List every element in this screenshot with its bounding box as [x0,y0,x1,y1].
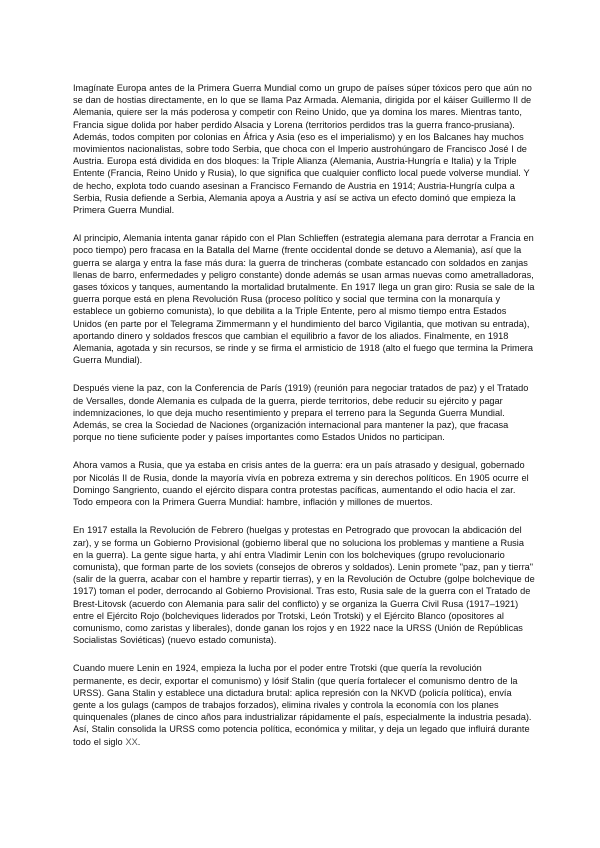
final-period: . [137,736,141,747]
paragraph-stalin [73,662,535,747]
document-body [73,82,535,764]
paragraph-paz-armada: Imagínate Europa antes de la Primera Guerra Mundial como un grupo de países súper tóxicos pero que aún no se dan de hostias directamente, en lo que se llama Paz Armada. Alemania, dirigida por el káiser Guillermo II de Alemania, quiere ser la más poderosa y competir con Reino Unido, que ya domina los mares. Mientras tanto, Francia sigue dolida por haber perdido Alsacia y Lorena (territorios perdidos tras la guerra franco-prusiana). Además, todos compiten por colonias en África y Asia (eso es el imperialismo) y en los Balcanes hay muchos movimientos nacionalistas, sobre todo Serbia, que choca con el Imperio austrohúngaro de Francisco José I de Austria. Europa está dividida en dos bloques: la Triple Alianza (Alemania, Austria-Hungría e Italia) y la Triple Entente (Francia, Reino Unido y Rusia), lo que significa que cualquier conflicto local puede volverse mundial. Y de hecho, explota todo cuando asesinan a Francisco Fernando de Austria en 1914; Austria-Hungría culpa a Serbia, Rusia defiende a Serbia, Alemania apoya a Austria y así se activa un efecto dominó que empieza la Primera Guerra Mundial. [73,83,532,216]
paragraph-rusia-crisis: Ahora vamos a Rusia, que ya estaba en crisis antes de la guerra: era un país atrasado y desigual, gobernado por Nicolás II de Rusia, donde la mayoría vivía en pobreza extrema y sin derechos políticos. En 1905 ocurre el Domingo Sangriento, cuando el ejército dispara contra protestas pacíficas, aumentando el odio hacia el zar. Todo empeora con la Primera Guerra Mundial: hambre, inflación y millones de muertos. [73,460,529,508]
paragraph-revolucion-rusa: En 1917 estalla la Revolución de Febrero (huelgas y protestas en Petrogrado que provocan la abdicación del zar), y se forma un Gobierno Provisional (gobierno liberal que no soluciona los problemas y mantiene a Rusia en la guerra). La gente sigue harta, y ahí entra Vladimir Lenin con los bolcheviques (grupo revolucionario comunista), que forman parte de los soviets (consejos de obreros y soldados). Lenin promete "paz, pan y tierra" (salir de la guerra, acabar con el hambre y repartir tierras), y en la Revolución de Octubre (golpe bolchevique de 1917) toman el poder, derrocando al Gobierno Provisional. Tras esto, Rusia sale de la guerra con el Tratado de Brest-Litovsk (acuerdo con Alemania para salir del conflicto) y se organiza la Guerra Civil Rusa (1917–1921) entre el Ejército Rojo (bolcheviques liderados por Trotski, León Trotski) y el Ejército Blanco (opositores al comunismo, como zaristas y liberales), donde ganan los rojos y en 1922 nace la URSS (Unión de Repúblicas Socialistas Soviéticas) (nuevo estado comunista). [73,525,535,646]
paragraph-paz-versalles: Después viene la paz, con la Conferencia de París (1919) (reunión para negociar tratados de paz) y el Tratado de Versalles, donde Alemania es culpada de la guerra, pierde territorios, debe reducir su ejército y pagar indemnizaciones, lo que deja mucho resentimiento y prepara el terreno para la Segunda Guerra Mundial. Además, se crea la Sociedad de Naciones (organización internacional para mantener la paz), que fracasa porque no tiene suficiente poder y países importantes como Estados Unidos no participan. [73,383,529,443]
century-numeral: XX [125,736,138,747]
paragraph-desarrollo-guerra: Al principio, Alemania intenta ganar rápido con el Plan Schlieffen (estrategia alemana para derrotar a Francia en poco tiempo) pero fracasa en la Batalla del Marne (frente occidental donde se detuvo a Alemania), así que la guerra se alarga y entra la fase más dura: la guerra de trincheras (combate estancado con soldados en zanjas llenas de barro, enfermedades y peligro constante) donde además se usan armas nuevas como ametralladoras, gases tóxicos y tanques, aumentando la mortalidad brutalmente. En 1917 llega un gran giro: Rusia se sale de la guerra porque está en plena Revolución Rusa (proceso político y social que termina con la monarquía y establece un gobierno comunista), lo que debilita a la Triple Entente, pero al mismo tiempo entra Estados Unidos (en parte por el Telegrama Zimmermann y el hundimiento del barco Vigilantia, que motivan su entrada), aportando dinero y soldados frescos que cambian el equilibrio a favor de los aliados. Finalmente, en 1918 Alemania, agotada y sin recursos, se rinde y se firma el armisticio de 1918 (alto el fuego que termina la Primera Guerra Mundial). [73,233,535,366]
stalin-text: Cuando muere Lenin en 1924, empieza la lucha por el poder entre Trotski (que quería la revolución permanente, es decir, exportar el comunismo) y Iósif Stalin (que quería fortalecer el comunismo dentro de la URSS). Gana Stalin y establece una dictadura brutal: aplica represión con la NKVD (policía política), envía gente a los gulags (campos de trabajos forzados), elimina rivales y controla la economía con los planes quinquenales (planes de cinco años para industrializar rápidamente el país, especialmente la industria pesada). Así, Stalin consolida la URSS como potencia política, económica y militar, y deja un legado que influirá durante todo el siglo [73,663,532,747]
